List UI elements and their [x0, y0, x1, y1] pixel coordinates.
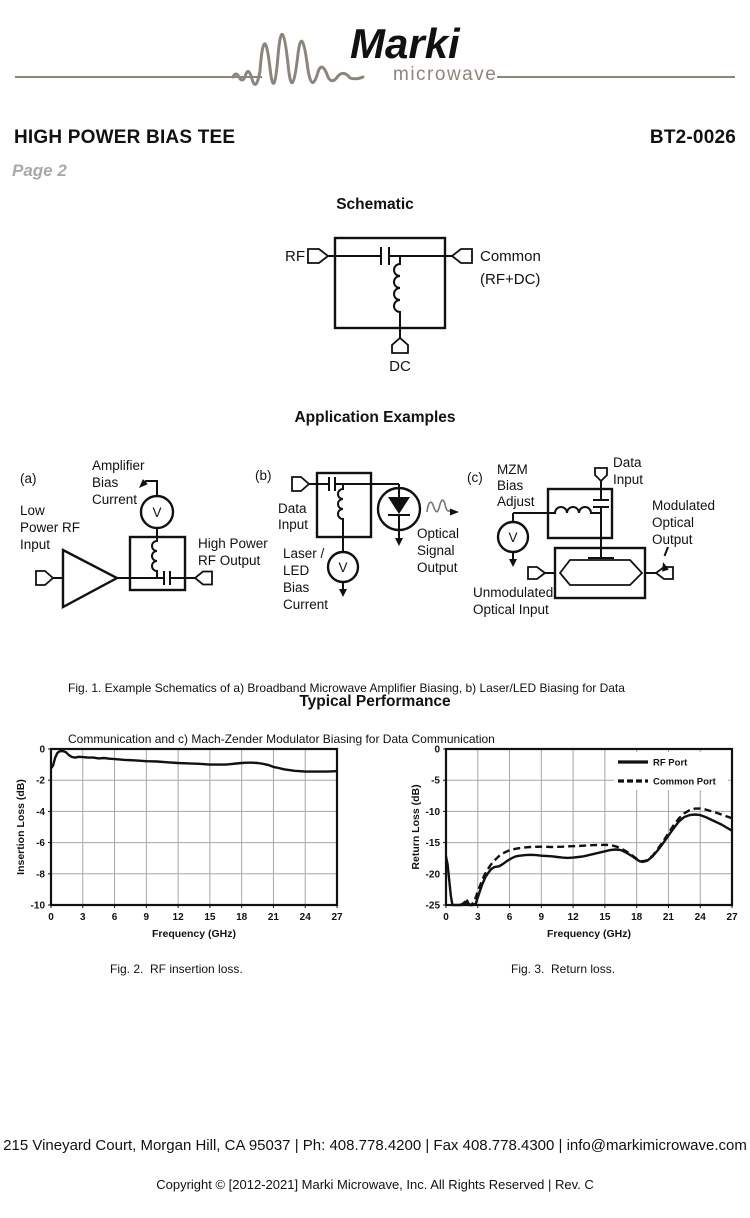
insertion-loss-chart — [15, 740, 345, 945]
optical-output-label-2: Signal — [417, 543, 455, 558]
rf-input-connector — [36, 571, 53, 585]
laser-bias-label-3: Bias — [283, 580, 310, 595]
svg-text:-25: -25 — [425, 900, 440, 912]
optical-wave-icon — [427, 500, 451, 512]
high-power-label-1: High Power — [198, 536, 268, 551]
svg-text:-4: -4 — [36, 806, 45, 818]
svg-text:18: 18 — [631, 912, 643, 923]
svg-text:Common Port: Common Port — [653, 776, 716, 788]
data-input-label-1: Data — [613, 455, 642, 470]
bias-tee-box — [130, 537, 185, 590]
fig3-caption: Fig. 3. Return loss. — [511, 962, 616, 976]
rf-output-connector — [195, 572, 212, 585]
svg-text:RF Port: RF Port — [653, 757, 688, 769]
svg-text:Frequency (GHz): Frequency (GHz) — [151, 928, 237, 940]
svg-text:-10: -10 — [30, 900, 45, 912]
inductor — [394, 256, 400, 338]
laser-bias-label-2: LED — [283, 563, 310, 578]
app-a-tag: (a) — [20, 471, 37, 486]
logo-rule-left — [15, 76, 262, 78]
optical-output-label-1: Optical — [417, 526, 460, 541]
optical-output-arrow — [450, 509, 459, 516]
svg-text:Return Loss (dB): Return Loss (dB) — [410, 784, 422, 870]
inductor — [152, 537, 157, 578]
footer-contact: 215 Vineyard Court, Morgan Hill, CA 95037 | Ph: 408.778.4200 | Fax 408.778.4300 | info@markimicrowave.com — [3, 1137, 747, 1154]
inductor — [338, 484, 343, 552]
diode-triangle — [388, 497, 410, 514]
svg-text:27: 27 — [331, 912, 343, 923]
laser-bias-label-1: Laser / — [283, 546, 325, 561]
page-number: Page 2 — [12, 161, 67, 180]
fig1-caption-line2: Communication and c) Mach-Zender Modulator Biasing for Data Communication — [68, 732, 495, 746]
mzm-bias-label-2: Bias — [497, 478, 524, 493]
brand-subtitle: microwave — [393, 64, 498, 85]
unmodulated-input-label-1: Unmodulated — [473, 585, 554, 600]
high-power-label-2: RF Output — [198, 553, 261, 568]
svg-text:15: 15 — [599, 912, 611, 923]
svg-text:9: 9 — [538, 912, 545, 923]
svg-text:24: 24 — [694, 912, 706, 923]
applications-heading: Application Examples — [294, 409, 456, 426]
app-b-tag: (b) — [255, 468, 272, 483]
common-port-sublabel: (RF+DC) — [480, 271, 541, 288]
modulated-output-label-3: Output — [652, 532, 693, 547]
page-title: HIGH POWER BIAS TEE — [14, 127, 236, 148]
svg-text:0: 0 — [48, 912, 54, 923]
part-number: BT2-0026 — [649, 127, 736, 148]
bias-adjust-arrow — [509, 559, 517, 567]
svg-text:3: 3 — [79, 912, 86, 923]
svg-text:0: 0 — [434, 744, 440, 756]
amp-bias-label-3: Current — [92, 492, 138, 507]
svg-text:Insertion Loss (dB): Insertion Loss (dB) — [15, 779, 27, 875]
optical-input-connector — [528, 567, 545, 579]
data-input-connector — [292, 477, 309, 491]
svg-text:9: 9 — [143, 912, 150, 923]
app-c-diagram — [465, 450, 740, 625]
diode-current-arrow — [395, 538, 403, 546]
svg-text:27: 27 — [726, 912, 738, 923]
svg-text:-2: -2 — [36, 775, 45, 787]
common-port-label: Common — [480, 248, 541, 265]
rf-port-label: RF — [285, 248, 305, 265]
fig2-caption: Fig. 2. RF insertion loss. — [110, 962, 243, 976]
amplifier-symbol — [63, 550, 117, 607]
unmodulated-input-label-2: Optical Input — [473, 602, 549, 617]
svg-text:Frequency (GHz): Frequency (GHz) — [546, 928, 632, 940]
dc-port-label: DC — [389, 358, 411, 375]
data-input-label-1: Data — [278, 501, 307, 516]
svg-text:-5: -5 — [431, 775, 440, 787]
optical-output-label-3: Output — [417, 560, 458, 575]
voltage-source-label: V — [338, 560, 348, 575]
laser-bias-label-4: Current — [283, 597, 329, 612]
amp-bias-label-2: Bias — [92, 475, 119, 490]
voltage-source-label: V — [508, 530, 518, 545]
data-input-label-2: Input — [613, 472, 644, 487]
svg-text:-8: -8 — [36, 869, 45, 881]
svg-text:15: 15 — [204, 912, 216, 923]
low-power-label-3: Input — [20, 537, 51, 552]
svg-text:-15: -15 — [425, 838, 440, 850]
svg-text:24: 24 — [299, 912, 311, 923]
schematic-heading: Schematic — [336, 196, 414, 213]
footer-copyright: Copyright © [2012-2021] Marki Microwave, Inc. All Rights Reserved | Rev. C — [156, 1177, 594, 1192]
logo-rule-right — [497, 76, 735, 78]
svg-text:6: 6 — [111, 912, 118, 923]
rf-connector — [308, 249, 328, 263]
svg-text:18: 18 — [236, 912, 248, 923]
modulated-output-label-2: Optical — [652, 515, 695, 530]
low-power-label-1: Low — [20, 503, 45, 518]
common-connector — [452, 249, 472, 263]
logo-waveform-icon — [233, 6, 363, 111]
app-c-tag: (c) — [467, 470, 483, 485]
dc-connector — [392, 338, 408, 353]
mzm-bias-label-3: Adjust — [497, 494, 535, 509]
svg-text:12: 12 — [172, 912, 184, 923]
svg-text:-6: -6 — [36, 838, 45, 850]
svg-text:3: 3 — [474, 912, 481, 923]
app-b-diagram — [255, 455, 470, 625]
data-input-connector — [595, 468, 607, 481]
svg-text:21: 21 — [662, 912, 675, 923]
return-loss-chart — [410, 740, 740, 945]
schematic-diagram — [250, 228, 541, 393]
data-input-label-2: Input — [278, 517, 309, 532]
svg-text:-10: -10 — [425, 806, 440, 818]
app-a-diagram — [10, 455, 270, 620]
svg-text:12: 12 — [567, 912, 579, 923]
modulated-output-label-1: Modulated — [652, 498, 716, 513]
svg-text:21: 21 — [267, 912, 280, 923]
bias-tee-box — [548, 489, 612, 538]
brand-name: Marki — [350, 20, 460, 67]
mzm-bias-label-1: MZM — [497, 462, 528, 477]
mzm-interferometer — [560, 560, 642, 585]
fig1-caption-line1: Fig. 1. Example Schematics of a) Broadband Microwave Amplifier Biasing, b) Laser/LED Biasing for Data — [68, 681, 625, 695]
svg-text:6: 6 — [506, 912, 513, 923]
svg-text:-20: -20 — [425, 869, 440, 881]
amp-bias-label-1: Amplifier — [92, 458, 145, 473]
svg-text:0: 0 — [443, 912, 449, 923]
low-power-label-2: Power RF — [20, 520, 81, 535]
performance-heading: Typical Performance — [299, 693, 451, 710]
voltage-source-label: V — [152, 505, 162, 520]
svg-text:0: 0 — [39, 744, 45, 756]
bias-current-arrow — [339, 589, 347, 597]
